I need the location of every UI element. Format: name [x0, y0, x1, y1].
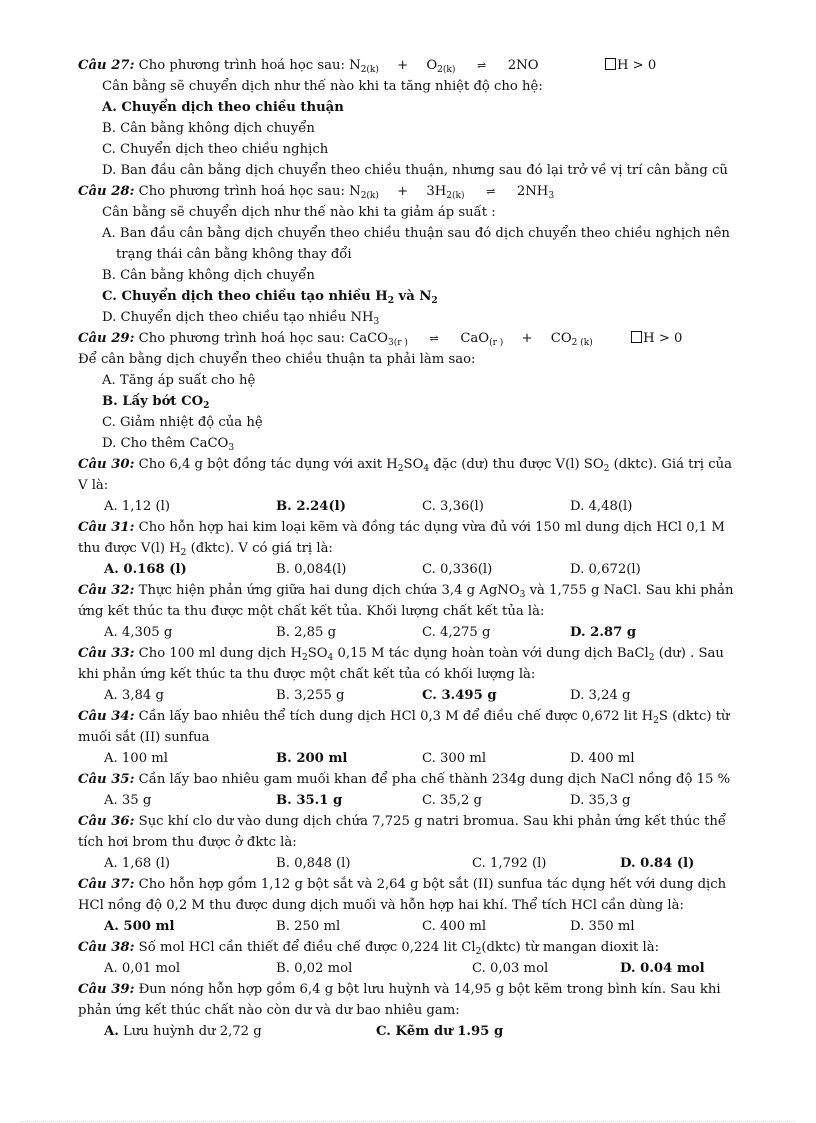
q30-option-b: B. 2.24(l): [276, 499, 346, 514]
q38-option-b: B. 0,02 mol: [276, 961, 353, 976]
q28-equation: $N_{2(k)} + 3H_{2(k)}$ ⇌ $2NH_3$: [349, 184, 555, 201]
q34-stem: Câu 34: Cần lấy bao nhiêu thể tích dung dịch HCl 0,3 M để điều chế được 0,672 lit $H_2S$ (dktc) từ: [78, 709, 730, 726]
page-bottom-border: [20, 1121, 796, 1122]
q29-option-c: C. Giảm nhiệt độ của hệ: [102, 415, 263, 430]
q36-option-a: A. 1,68 (l): [104, 856, 170, 871]
q30-number: Câu 30:: [78, 457, 135, 472]
q35-option-c: C. 35,2 g: [422, 793, 483, 808]
q27-option-d: D. Ban đầu cân bằng dịch chuyển theo chiều thuận, nhưng sau đó lại trở về vị trí cân bằng cũ: [102, 163, 728, 178]
q35-option-b: B. 35.1 g: [276, 793, 343, 808]
q36-option-c: C. 1,792 (l): [472, 856, 547, 871]
q28-option-c: C. Chuyển dịch theo chiều tạo nhiều $H_2$ và $N_2$: [102, 289, 438, 306]
q27-question: Cân bằng sẽ chuyển dịch như thế nào khi ta tăng nhiệt độ cho hệ:: [102, 79, 543, 94]
q37-option-a: A. 500 ml: [104, 919, 175, 934]
q32-stem: Câu 32: Thực hiện phản ứng giữa hai dung dịch chứa 3,4 g AgNO$_3$ và 1,755 g NaCl. Sau khi phản: [78, 583, 734, 600]
q39-stem: Câu 39: Đun nóng hỗn hợp gồm 6,4 g bột lưu huỳnh và 14,95 g bột kẽm trong bình kín. Sau khi: [78, 982, 721, 997]
exam-page: [78, 55, 750, 1042]
q37-number: Câu 37:: [78, 877, 135, 892]
q37-options: [78, 916, 750, 937]
q30-options: [78, 496, 750, 517]
q27-number: Câu 27:: [78, 58, 135, 73]
delta-symbol-icon: [605, 58, 616, 70]
q27-equation: $N_{2(k)} + O_{2(k)}$ ⇌ 2NO H > 0: [349, 58, 657, 75]
q28-stem: Câu 28: Cho phương trình hoá học sau: $N_{2(k)} + 3H_{2(k)}$ ⇌ $2NH_3$: [78, 181, 750, 202]
q28-question: Cân bằng sẽ chuyển dịch như thế nào khi ta giảm áp suất :: [102, 205, 496, 220]
q30-option-a: A. 1,12 (l): [104, 499, 170, 514]
q35-number: Câu 35:: [78, 772, 135, 787]
q28-option-d: D. Chuyển dịch theo chiều tạo nhiều $NH_3$: [102, 310, 380, 327]
q28-option-a: A. Ban đầu cân bằng dịch chuyển theo chiều thuận sau đó dịch chuyển theo chiều nghịch nên: [102, 226, 730, 241]
q32-option-c: C. 4,275 g: [422, 625, 491, 640]
q31-stem-cont: thu được V(l) $H_2$ (đktc). V có giá trị là:: [78, 541, 333, 558]
equilibrium-arrow-icon: ⇌: [486, 185, 496, 198]
q34-options: [78, 748, 750, 769]
q33-option-a: A. 3,84 g: [104, 688, 164, 703]
q38-option-c: C. 0,03 mol: [472, 961, 549, 976]
q31-number: Câu 31:: [78, 520, 135, 535]
q36-number: Câu 36:: [78, 814, 135, 829]
q30-option-c: C. 3,36(l): [422, 499, 484, 514]
q37-stem: Câu 37: Cho hỗn hợp gồm 1,12 g bột sắt và 2,64 g bột sắt (II) sunfua tác dụng hết với dung dịch: [78, 877, 727, 892]
q34-stem-cont: muối sắt (II) sunfua: [78, 730, 210, 745]
delta-symbol-icon: [631, 331, 642, 343]
q33-options: [78, 685, 750, 706]
q35-options: [78, 790, 750, 811]
q37-option-d: D. 350 ml: [570, 919, 635, 934]
q30-option-d: D. 4,48(l): [570, 499, 633, 514]
q31-option-a: A. 0.168 (l): [104, 562, 187, 577]
q36-option-d: D. 0.84 (l): [620, 856, 695, 871]
q29-option-d: D. Cho thêm CaCO$_3$: [102, 436, 235, 453]
q33-stem-cont: khi phản ứng kết thúc ta thu được một chất kết tủa có khối lượng là:: [78, 667, 536, 682]
q35-stem: Câu 35: Cần lấy bao nhiêu gam muối khan để pha chế thành 234g dung dịch NaCl nồng độ 15 %: [78, 772, 731, 787]
q34-option-c: C. 300 ml: [422, 751, 487, 766]
q31-stem: Câu 31: Cho hỗn hợp hai kim loại kẽm và đồng tác dụng vừa đủ với 150 ml dung dịch HCl 0,1 M: [78, 520, 725, 535]
q36-stem-cont: tích hơi brom thu được ở đktc là:: [78, 835, 297, 850]
q27-option-a: A. Chuyển dịch theo chiều thuận: [102, 100, 344, 115]
q31-option-c: C. 0,336(l): [422, 562, 493, 577]
q33-option-b: B. 3,255 g: [276, 688, 345, 703]
q27-option-b: B. Cân bằng không dịch chuyển: [102, 121, 315, 136]
q31-option-b: B. 0,084(l): [276, 562, 347, 577]
q38-options: [78, 958, 750, 979]
q39-option-c: C. Kẽm dư 1.95 g: [376, 1024, 504, 1039]
q35-option-a: A. 35 g: [104, 793, 152, 808]
q38-number: Câu 38:: [78, 940, 135, 955]
q38-option-a: A. 0,01 mol: [104, 961, 181, 976]
q37-stem-cont: HCl nồng độ 0,2 M thu được dung dịch muối và hỗn hợp hai khí. Thể tích HCl cần dùng là:: [78, 898, 684, 913]
equilibrium-arrow-icon: ⇌: [429, 332, 439, 345]
q36-stem: Câu 36: Sục khí clo dư vào dung dịch chứa 7,725 g natri bromua. Sau khi phản ứng kết thúc thể: [78, 814, 727, 829]
q28-number: Câu 28:: [78, 184, 135, 199]
q29-option-a: A. Tăng áp suất cho hệ: [102, 373, 256, 388]
q32-option-b: B. 2,85 g: [276, 625, 337, 640]
q33-number: Câu 33:: [78, 646, 135, 661]
q36-option-b: B. 0,848 (l): [276, 856, 351, 871]
q36-options: [78, 853, 750, 874]
q34-number: Câu 34:: [78, 709, 135, 724]
q38-option-d: D. 0.04 mol: [620, 961, 705, 976]
q33-option-d: D. 3,24 g: [570, 688, 631, 703]
q29-option-b: B. Lấy bớt $CO_2$: [102, 394, 210, 411]
q27-option-c: C. Chuyển dịch theo chiều nghịch: [102, 142, 329, 157]
q33-stem: Câu 33: Cho 100 ml dung dịch $H_2SO_4$ 0,15 M tác dụng hoàn toàn với dung dịch BaCl$_2$ (dư) . Sau: [78, 646, 724, 663]
q38-stem: Câu 38: Số mol HCl cần thiết để điều chế được 0,224 lit $Cl_2(dktc)$ từ mangan dioxit là:: [78, 940, 660, 957]
equilibrium-arrow-icon: ⇌: [476, 59, 487, 72]
q34-option-a: A. 100 ml: [104, 751, 168, 766]
q39-stem-cont: phản ứng kết thúc chất nào còn dư và dư bao nhiêu gam:: [78, 1003, 460, 1018]
q37-option-c: C. 400 ml: [422, 919, 487, 934]
q34-option-b: B. 200 ml: [276, 751, 348, 766]
q28-option-a-cont: trạng thái cân bằng không thay đổi: [116, 247, 352, 262]
q29-stem: Câu 29: Cho phương trình hoá học sau: CaCO$_{3(r )}$ ⇌ $CaO_{(r )} + CO_{2 (k)}$ H > 0: [78, 331, 683, 348]
q31-option-d: D. 0,672(l): [570, 562, 641, 577]
q27-stem: Câu 27: Cho phương trình hoá học sau: $N_{2(k)} + O_{2(k)}$ ⇌ 2NO H > 0: [78, 55, 750, 76]
q29-number: Câu 29:: [78, 331, 135, 346]
q39-number: Câu 39:: [78, 982, 135, 997]
q32-option-a: A. 4,305 g: [104, 625, 173, 640]
q33-option-c: C. 3.495 g: [422, 688, 497, 703]
q30-stem: Câu 30: Cho 6,4 g bột đồng tác dụng với axit $H_2SO_4$ đặc (dư) thu được V(l) $SO_2$ (dktc). Giá trị của: [78, 457, 732, 474]
q32-stem-cont: ứng kết thúc ta thu được một chất kết tủa. Khối lượng chất kết tủa là:: [78, 604, 545, 619]
q37-option-b: B. 250 ml: [276, 919, 341, 934]
q28-option-b: B. Cân bằng không dịch chuyển: [102, 268, 315, 283]
q34-option-d: D. 400 ml: [570, 751, 635, 766]
q31-options: [78, 559, 750, 580]
q32-number: Câu 32:: [78, 583, 135, 598]
q30-stem-cont: V là:: [78, 478, 109, 493]
q29-question: Để cân bằng dịch chuyển theo chiều thuận ta phải làm sao:: [78, 352, 476, 367]
q39-option-a: A. Lưu huỳnh dư 2,72 g: [104, 1024, 262, 1039]
q35-option-d: D. 35,3 g: [570, 793, 631, 808]
q32-option-d: D. 2.87 g: [570, 625, 637, 640]
q32-options: [78, 622, 750, 643]
q39-options: [78, 1021, 750, 1042]
